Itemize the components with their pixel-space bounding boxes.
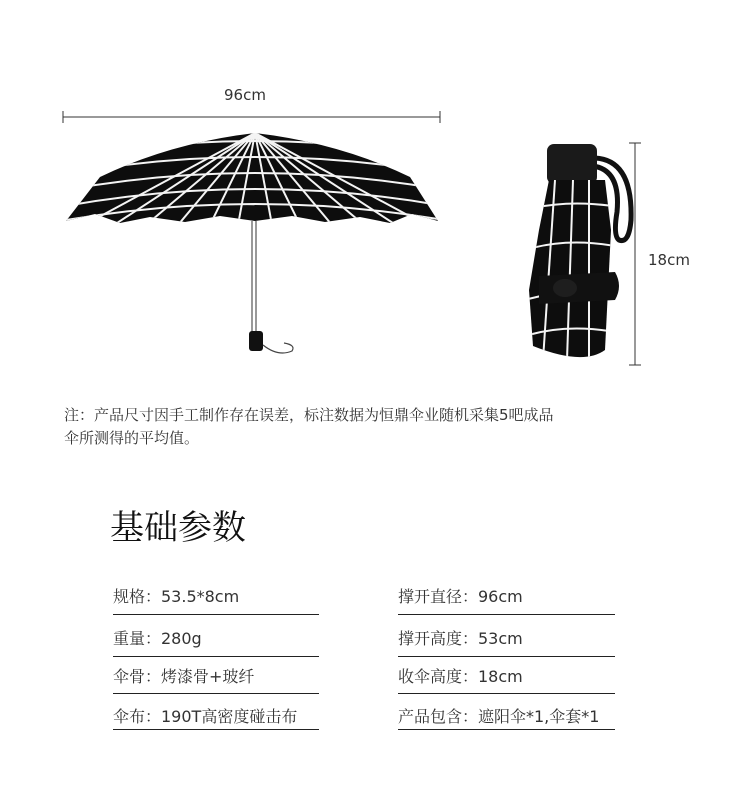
open-width-dimension-line bbox=[60, 110, 444, 124]
spec-size: 规格：53.5*8cm bbox=[113, 587, 240, 606]
folded-umbrella-image bbox=[525, 140, 635, 370]
section-title: 基础参数 bbox=[110, 508, 246, 548]
spec-open-height: 撑开高度：53cm bbox=[398, 629, 523, 648]
spec-divider bbox=[113, 614, 319, 615]
spec-divider bbox=[398, 729, 615, 730]
spec-frame: 伞骨：烤漆骨+玻纤 bbox=[113, 667, 255, 686]
open-umbrella-image bbox=[60, 125, 450, 365]
spec-divider bbox=[398, 614, 615, 615]
folded-height-label: 18cm bbox=[648, 251, 690, 269]
note-line-1: 注：产品尺寸因手工制作存在误差，标注数据为恒鼎伞业随机采集5吧成品 bbox=[64, 406, 554, 424]
note-line-2: 伞所测得的平均值。 bbox=[64, 429, 200, 447]
spec-folded-height: 收伞高度：18cm bbox=[398, 667, 523, 686]
spec-package-contents: 产品包含：遮阳伞*1,伞套*1 bbox=[398, 707, 600, 726]
open-width-label: 96cm bbox=[224, 86, 266, 104]
measurement-note bbox=[64, 404, 704, 450]
spec-divider bbox=[398, 656, 615, 657]
spec-open-diameter: 撑开直径：96cm bbox=[398, 587, 523, 606]
folded-height-dimension-line bbox=[628, 140, 642, 368]
spec-divider bbox=[113, 729, 319, 730]
spec-divider bbox=[113, 656, 319, 657]
spec-divider bbox=[113, 693, 319, 694]
spec-fabric: 伞布：190T高密度碰击布 bbox=[113, 707, 298, 726]
spec-divider bbox=[398, 693, 615, 694]
spec-weight: 重量：280g bbox=[113, 629, 202, 648]
